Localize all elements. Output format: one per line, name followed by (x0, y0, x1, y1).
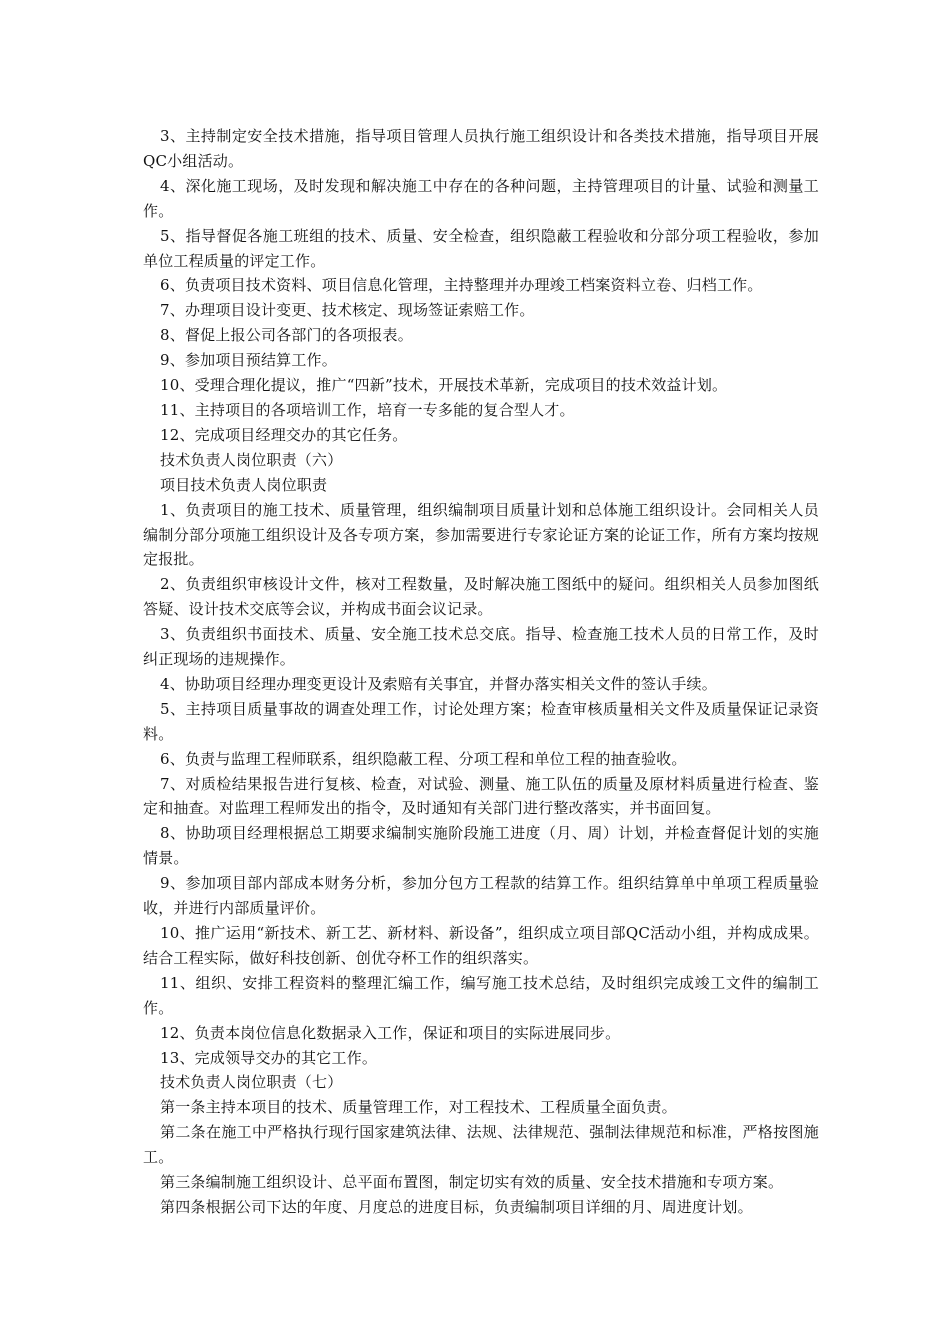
duty-item-13: 13、完成领导交办的其它工作。 (160, 1048, 378, 1067)
section-heading-six: 技术负责人岗位职责（六） (160, 450, 343, 469)
paragraph-item-4: 4、深化施工现场，及时发现和解决施工中存在的各种问题，主持管理项目的计量、试验和测量工作。 (143, 176, 819, 220)
duty-item-11: 11、组织、安排工程资料的整理汇编工作，编写施工技术总结，及时组织完成竣工文件的编制工作。 (143, 973, 819, 1017)
duty-item-8: 8、协助项目经理根据总工期要求编制实施阶段施工进度（月、周）计划，并检查督促计划的实施情景。 (143, 824, 819, 868)
section-subheading: 项目技术负责人岗位职责 (160, 475, 328, 494)
duty-item-6: 6、负责与监理工程师联系，组织隐蔽工程、分项工程和单位工程的抽查验收。 (160, 749, 687, 768)
article-4: 第四条根据公司下达的年度、月度总的进度目标，负责编制项目详细的月、周进度计划。 (160, 1197, 753, 1216)
duty-item-10: 10、推广运用“新技术、新工艺、新材料、新设备”，组织成立项目部QC活动小组，并构成成果。结合工程实际，做好科技创新、创优夺杯工作的组织落实。 (143, 924, 819, 967)
document-body (143, 124, 819, 1220)
paragraph-item-6: 6、负责项目技术资料、项目信息化管理，主持整理并办理竣工档案资料立卷、归档工作。 (160, 276, 763, 295)
paragraph-item-3: 3、主持制定安全技术措施，指导项目管理人员执行施工组织设计和各类技术措施，指导项目开展QC小组活动。 (143, 127, 819, 170)
duty-item-7: 7、对质检结果报告进行复核、检查，对试验、测量、施工队伍的质量及原材料质量进行检查、鉴定和抽查。对监理工程师发出的指令，及时通知有关部门进行整改落实，并书面回复。 (143, 774, 819, 818)
duty-item-3: 3、负责组织书面技术、质量、安全施工技术总交底。指导、检查施工技术人员的日常工作，及时纠正现场的违规操作。 (143, 625, 819, 669)
paragraph-item-8: 8、督促上报公司各部门的各项报表。 (160, 326, 413, 345)
duty-item-9: 9、参加项目部内部成本财务分析，参加分包方工程款的结算工作。组织结算单中单项工程质量验收，并进行内部质量评价。 (143, 874, 819, 918)
duty-item-12: 12、负责本岗位信息化数据录入工作，保证和项目的实际进展同步。 (160, 1023, 621, 1042)
article-2: 第二条在施工中严格执行现行国家建筑法律、法规、法律规范、强制法律规范和标准，严格按图施工。 (143, 1123, 819, 1167)
paragraph-item-5: 5、指导督促各施工班组的技术、质量、安全检查，组织隐蔽工程验收和分部分项工程验收，参加单位工程质量的评定工作。 (143, 226, 819, 270)
paragraph-item-11: 11、主持项目的各项培训工作，培育一专多能的复合型人才。 (160, 400, 575, 419)
duty-item-2: 2、负责组织审核设计文件，核对工程数量，及时解决施工图纸中的疑问。组织相关人员参加图纸答疑、设计技术交底等会议，并构成书面会议记录。 (143, 575, 819, 619)
article-3: 第三条编制施工组织设计、总平面布置图，制定切实有效的质量、安全技术措施和专项方案。 (160, 1173, 784, 1192)
paragraph-item-9: 9、参加项目预结算工作。 (160, 351, 337, 370)
duty-item-4: 4、协助项目经理办理变更设计及索赔有关事宜，并督办落实相关文件的签认手续。 (160, 674, 717, 693)
paragraph-item-12: 12、完成项目经理交办的其它任务。 (160, 425, 408, 444)
section-heading-seven: 技术负责人岗位职责（七） (160, 1073, 343, 1092)
paragraph-item-7: 7、办理项目设计变更、技术核定、现场签证索赔工作。 (160, 301, 535, 320)
duty-item-5: 5、主持项目质量事故的调查处理工作，讨论处理方案；检查审核质量相关文件及质量保证记录资料。 (143, 699, 819, 743)
article-1: 第一条主持本项目的技术、质量管理工作，对工程技术、工程质量全面负责。 (160, 1098, 677, 1117)
duty-item-1: 1、负责项目的施工技术、质量管理，组织编制项目质量计划和总体施工组织设计。会同相关人员编制分部分项施工组织设计及各专项方案，参加需要进行专家论证方案的论证工作，所有方案均按规定报批。 (143, 500, 819, 569)
paragraph-item-10: 10、受理合理化提议，推广“四新”技术，开展技术革新，完成项目的技术效益计划。 (160, 376, 728, 395)
